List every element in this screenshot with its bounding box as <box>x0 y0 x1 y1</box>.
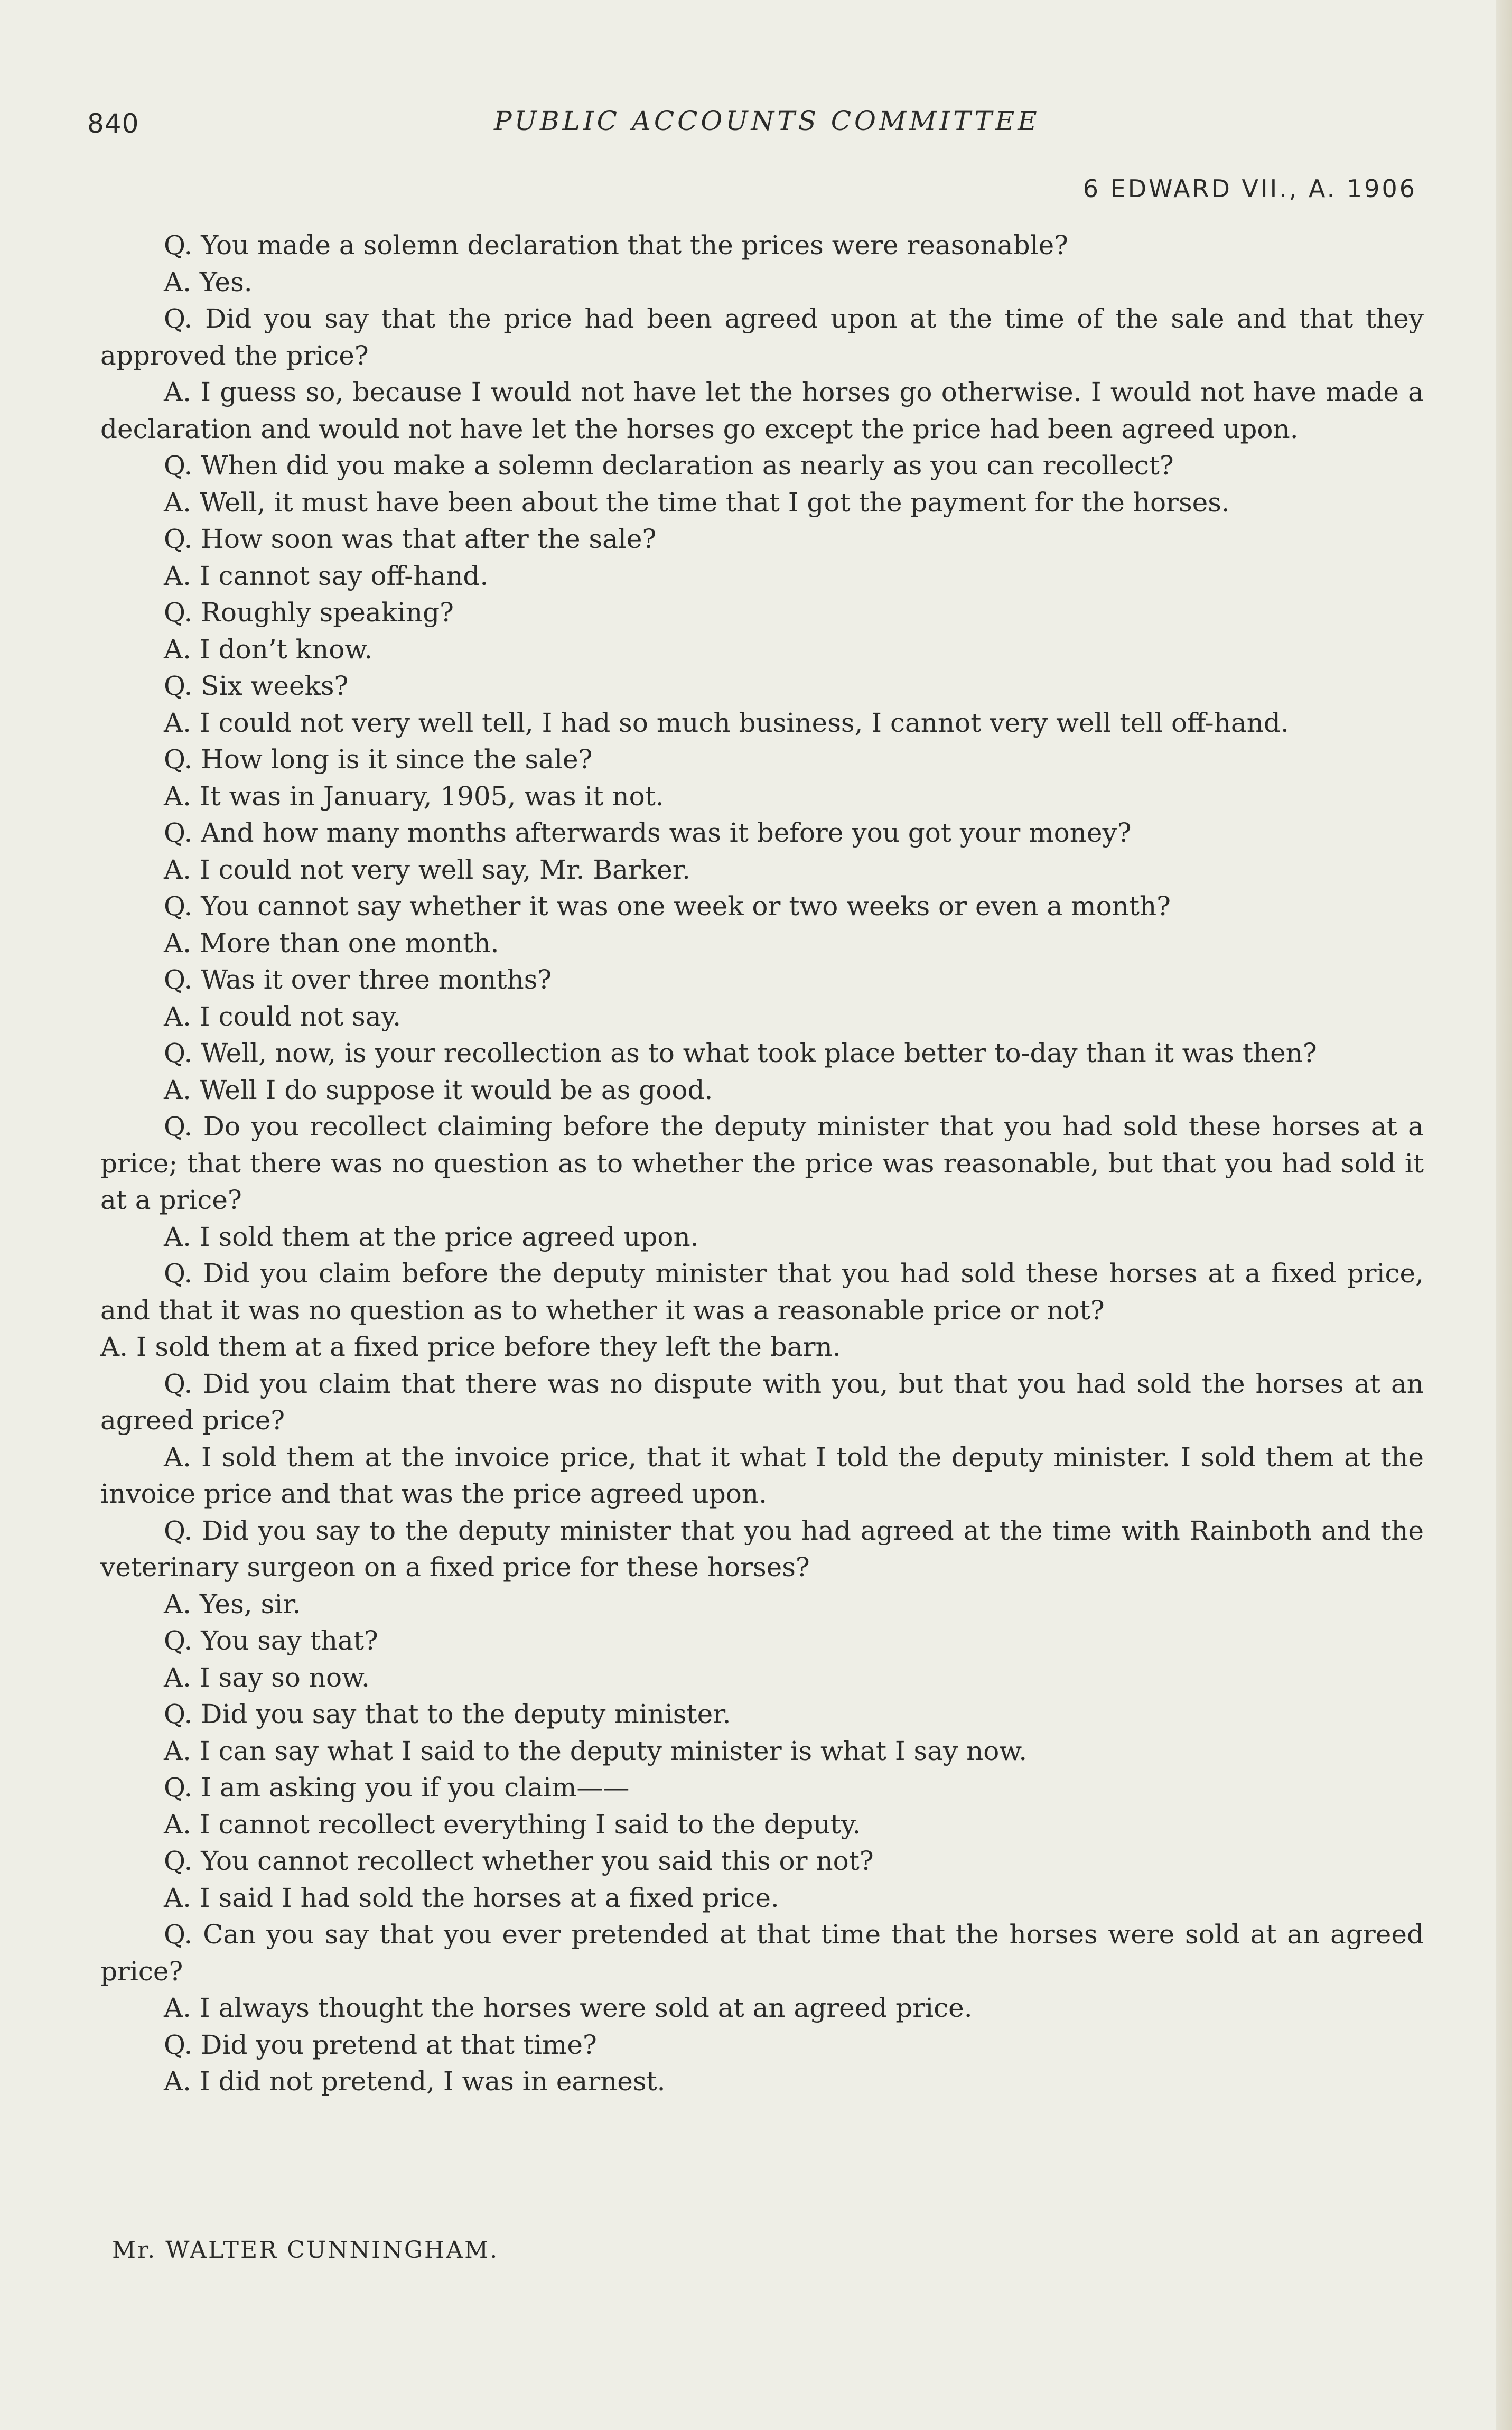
transcript-paragraph: A. I guess so, because I would not have let the horses go otherwise. I would not have made a declaration and would not have let the horses go except the price had been agreed upon. <box>100 377 1424 444</box>
transcript-paragraph: A. I said I had sold the horses at a fixed price. <box>164 1882 779 1913</box>
transcript-paragraph: Q. Did you say to the deputy minister that you had agreed at the time with Rainboth and the veterinary surgeon on a fixed price for these horses? <box>100 1515 1424 1582</box>
transcript-paragraph: A. I sold them at the price agreed upon. <box>164 1221 699 1252</box>
transcript-paragraph: A. I sold them at a fixed price before they left the barn. <box>100 1332 841 1362</box>
transcript-body <box>100 227 1424 2100</box>
transcript-paragraph: A. I don’t know. <box>164 634 373 665</box>
transcript-paragraph: Q. Can you say that you ever pretended at that time that the horses were sold at an agreed price? <box>100 1919 1424 1987</box>
transcript-paragraph: A. I sold them at the invoice price, that it what I told the deputy minister. I sold them at the invoice price and that was the price agreed upon. <box>100 1441 1424 1509</box>
running-title: PUBLIC ACCOUNTS COMMITTEE <box>494 106 1040 136</box>
transcript-paragraph: Q. Did you claim that there was no dispute with you, but that you had sold the horses at an agreed price? <box>100 1368 1424 1436</box>
transcript-paragraph: A. I cannot say off-hand. <box>164 560 489 591</box>
transcript-paragraph: Q. Roughly speaking? <box>164 597 454 628</box>
transcript-paragraph: Q. How soon was that after the sale? <box>164 524 657 554</box>
transcript-paragraph: Q. You made a solemn declaration that the prices were reasonable? <box>164 230 1068 260</box>
transcript-paragraph: Q. Well, now, is your recollection as to what took place better to-day than it was then? <box>164 1038 1317 1068</box>
transcript-paragraph: Q. I am asking you if you claim—— <box>164 1772 630 1803</box>
transcript-paragraph: A. I say so now. <box>164 1662 370 1693</box>
transcript-paragraph: Q. When did you make a solemn declaration as nearly as you can recollect? <box>164 450 1174 481</box>
speaker-footer: Mr. WALTER CUNNINGHAM. <box>112 2237 499 2264</box>
transcript-paragraph: Q. And how many months afterwards was it before you got your money? <box>164 817 1132 848</box>
transcript-paragraph: A. I could not very well say, Mr. Barker. <box>164 854 691 885</box>
transcript-paragraph: Q. How long is it since the sale? <box>164 744 593 775</box>
transcript-paragraph: Q. Was it over three months? <box>164 964 552 995</box>
transcript-paragraph: A. I cannot recollect everything I said to the deputy. <box>164 1809 861 1840</box>
transcript-paragraph: A. Well, it must have been about the time that I got the payment for the horses. <box>164 487 1230 518</box>
transcript-paragraph: A. It was in January, 1905, was it not. <box>164 780 664 812</box>
transcript-paragraph: A. I could not very well tell, I had so much business, I cannot very well tell off-hand. <box>164 707 1289 738</box>
transcript-paragraph: A. Yes, sir. <box>164 1588 301 1619</box>
page-number: 840 <box>87 108 139 139</box>
transcript-paragraph: A. More than one month. <box>164 927 499 958</box>
transcript-paragraph: A. I could not say. <box>164 1001 401 1032</box>
transcript-paragraph: Q. Did you say that to the deputy minister. <box>164 1699 731 1729</box>
page-edge <box>1496 0 1512 2430</box>
session-label: 6 EDWARD VII., A. 1906 <box>1082 174 1417 203</box>
transcript-paragraph: Q. Six weeks? <box>164 671 349 701</box>
transcript-paragraph: Q. You say that? <box>164 1625 378 1656</box>
transcript-paragraph: Q. Did you say that the price had been agreed upon at the time of the sale and that they approved the price? <box>100 303 1424 371</box>
transcript-paragraph: Q. You cannot recollect whether you said this or not? <box>164 1846 874 1876</box>
transcript-paragraph: Q. Do you recollect claiming before the deputy minister that you had sold these horses at a price; that there was no question as to whether the price was reasonable, but that you had sold it at a price? <box>100 1111 1424 1215</box>
transcript-paragraph: A. I did not pretend, I was in earnest. <box>164 2066 666 2097</box>
transcript-paragraph: Q. Did you pretend at that time? <box>164 2029 597 2060</box>
transcript-paragraph: Q. You cannot say whether it was one week or two weeks or even a month? <box>164 891 1171 921</box>
transcript-paragraph: A. I can say what I said to the deputy minister is what I say now. <box>164 1735 1028 1766</box>
transcript-paragraph: A. Yes. <box>164 266 253 297</box>
transcript-paragraph: Q. Did you claim before the deputy minister that you had sold these horses at a fixed price, and that it was no question as to whether it was a reasonable price or not? <box>100 1258 1424 1326</box>
transcript-paragraph: A. I always thought the horses were sold at an agreed price. <box>164 1993 973 2023</box>
transcript-paragraph: A. Well I do suppose it would be as good. <box>164 1074 713 1105</box>
